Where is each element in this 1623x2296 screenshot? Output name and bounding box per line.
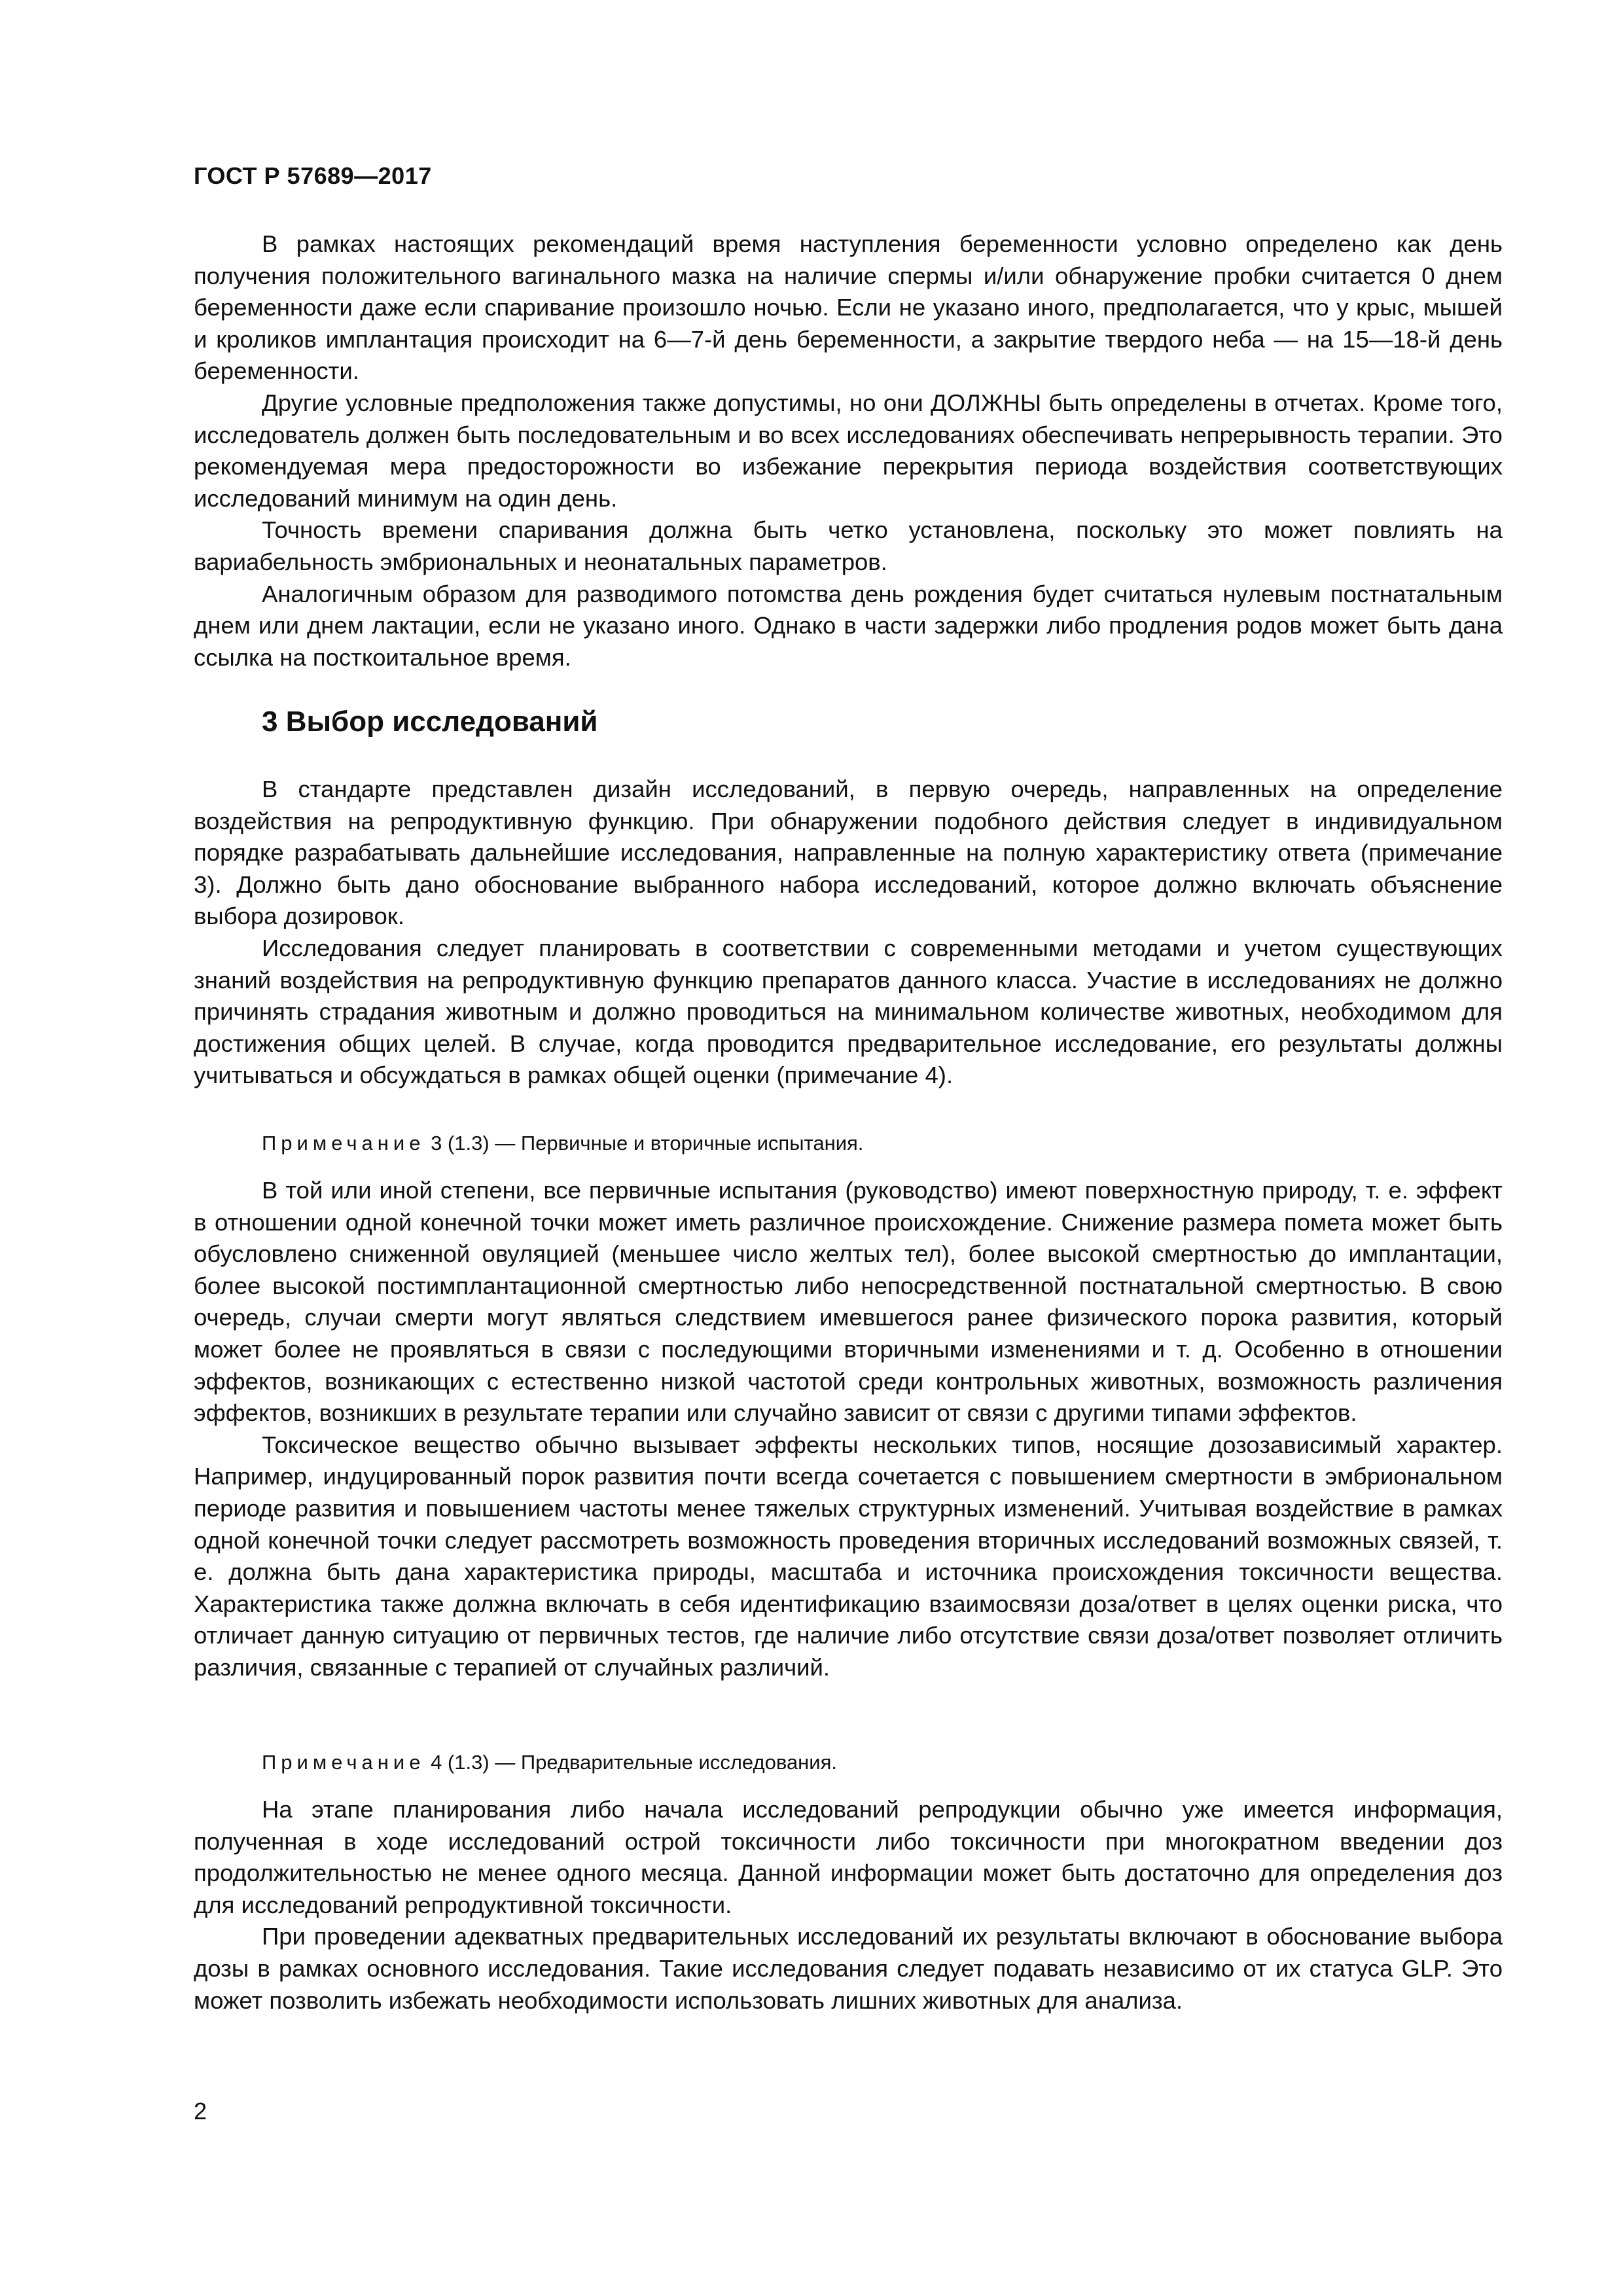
paragraph: Исследования следует планировать в соответствии с современными методами и учетом существующих знаний воздействия на репродуктивную функцию препаратов данного класса. Участие в исследованиях не должно причинять страдания животным и должно проводиться на минимальном количестве животных, необходимом для достижения общих целей. В случае, когда проводится предварительное исследование, его результаты должны учитываться и обсуждаться в рамках общей оценки (примечание 4). (194, 934, 1503, 1089)
note-text: 3 (1.3) — Первичные и вторичные испытания. (431, 1132, 864, 1155)
note-4 (262, 1749, 1503, 1776)
text-block-2 (194, 774, 1503, 1092)
note-label: Примечание (262, 1751, 425, 1774)
paragraph: В той или иной степени, все первичные испытания (руководство) имеют поверхностную природу, т. е. эффект в отношении одной конечной точки может иметь различное происхождение. Снижение размера помета может быть обусловлено сниженной овуляцией (меньшее число желтых тел), более высокой смертностью до имплантации, более высокой постимплантационной смертностью либо непосредственной постнатальной смертностью. В свою очередь, случаи смерти могут являться следствием имевшегося ранее физического порока развития, который может более не проявляться в связи с последующими вторичными изменениями и т. д. Особенно в отношении эффектов, возникающих с естественно низкой частотой среди контрольных животных, возможность различения эффектов, возникших в результате терапии или случайно зависит от связи с другими типами эффектов. (194, 1177, 1503, 1427)
text-block-1 (194, 228, 1503, 673)
paragraph: Аналогичным образом для разводимого потомства день рождения будет считаться нулевым постнатальным днем или днем лактации, если не указано иного. Однако в части задержки либо продления родов может быть дана ссылка на посткоитальное время. (194, 580, 1503, 671)
paragraph: В стандарте представлен дизайн исследований, в первую очередь, направленных на определение воздействия на репродуктивную функцию. При обнаружении подобного действия следует в индивидуальном порядке разрабатывать дальнейшие исследования, направленные на полную характеристику ответа (примечание 3). Должно быть дано обоснование выбранного набора исследований, которое должно включать объяснение выбора дозировок. (194, 776, 1503, 930)
paragraph: В рамках настоящих рекомендаций время наступления беременности условно определено как день получения положительного вагинального мазка на наличие спермы и/или обнаружение пробки считается 0 днем беременности даже если спаривание произошло ночью. Если не указано иного, предполагается, что у крыс, мышей и кроликов имплантация происходит на 6—7-й день беременности, а закрытие твердого неба — на 15—18-й день беременности. (194, 230, 1503, 385)
text-block-4 (194, 1794, 1503, 2017)
paragraph: Другие условные предположения также допустимы, но они ДОЛЖНЫ быть определены в отчетах. Кроме того, исследователь должен быть последовательным и во всех исследованиях обеспечивать непрерывность терапии. Это рекомендуемая мера предосторожности во избежание перекрытия периода воздействия соответствующих исследований минимум на один день. (194, 389, 1503, 512)
section-heading: 3 Выбор исследований (262, 706, 598, 738)
document-code-header: ГОСТ Р 57689—2017 (194, 162, 432, 189)
paragraph: Точность времени спаривания должна быть четко установлена, поскольку это может повлиять на вариабельность эмбриональных и неонатальных параметров. (194, 516, 1503, 575)
page-number: 2 (194, 2098, 207, 2125)
note-3 (262, 1130, 1503, 1157)
paragraph: При проведении адекватных предварительных исследований их результаты включают в обоснование выбора дозы в рамках основного исследования. Такие исследования следует подавать независимо от их статуса GLP. Это может позволить избежать необходимости использовать лишних животных для анализа. (194, 1923, 1503, 2014)
paragraph: На этапе планирования либо начала исследований репродукции обычно уже имеется информация, полученная в ходе исследований острой токсичности либо токсичности при многократном введении доз продолжительностью не менее одного месяца. Данной информации может быть достаточно для определения доз для исследований репродуктивной токсичности. (194, 1796, 1503, 1918)
text-block-3 (194, 1175, 1503, 1684)
paragraph: Токсическое вещество обычно вызывает эффекты нескольких типов, носящие дозозависимый характер. Например, индуцированный порок развития почти всегда сочетается с повышением смертности в эмбриональном периоде развития и повышением частоты менее тяжелых структурных изменений. Учитывая воздействие в рамках одной конечной точки следует рассмотреть возможность проведения вторичных исследований возможных связей, т. е. должна быть дана характеристика природы, масштаба и источника происхождения токсичности вещества. Характеристика также должна включать в себя идентификацию взаимосвязи доза/ответ в целях оценки риска, что отличает данную ситуацию от первичных тестов, где наличие либо отсутствие связи доза/ответ позволяет отличить различия, связанные с терапией от случайных различий. (194, 1431, 1503, 1681)
note-label: Примечание (262, 1132, 425, 1155)
note-text: 4 (1.3) — Предварительные исследования. (431, 1751, 838, 1774)
